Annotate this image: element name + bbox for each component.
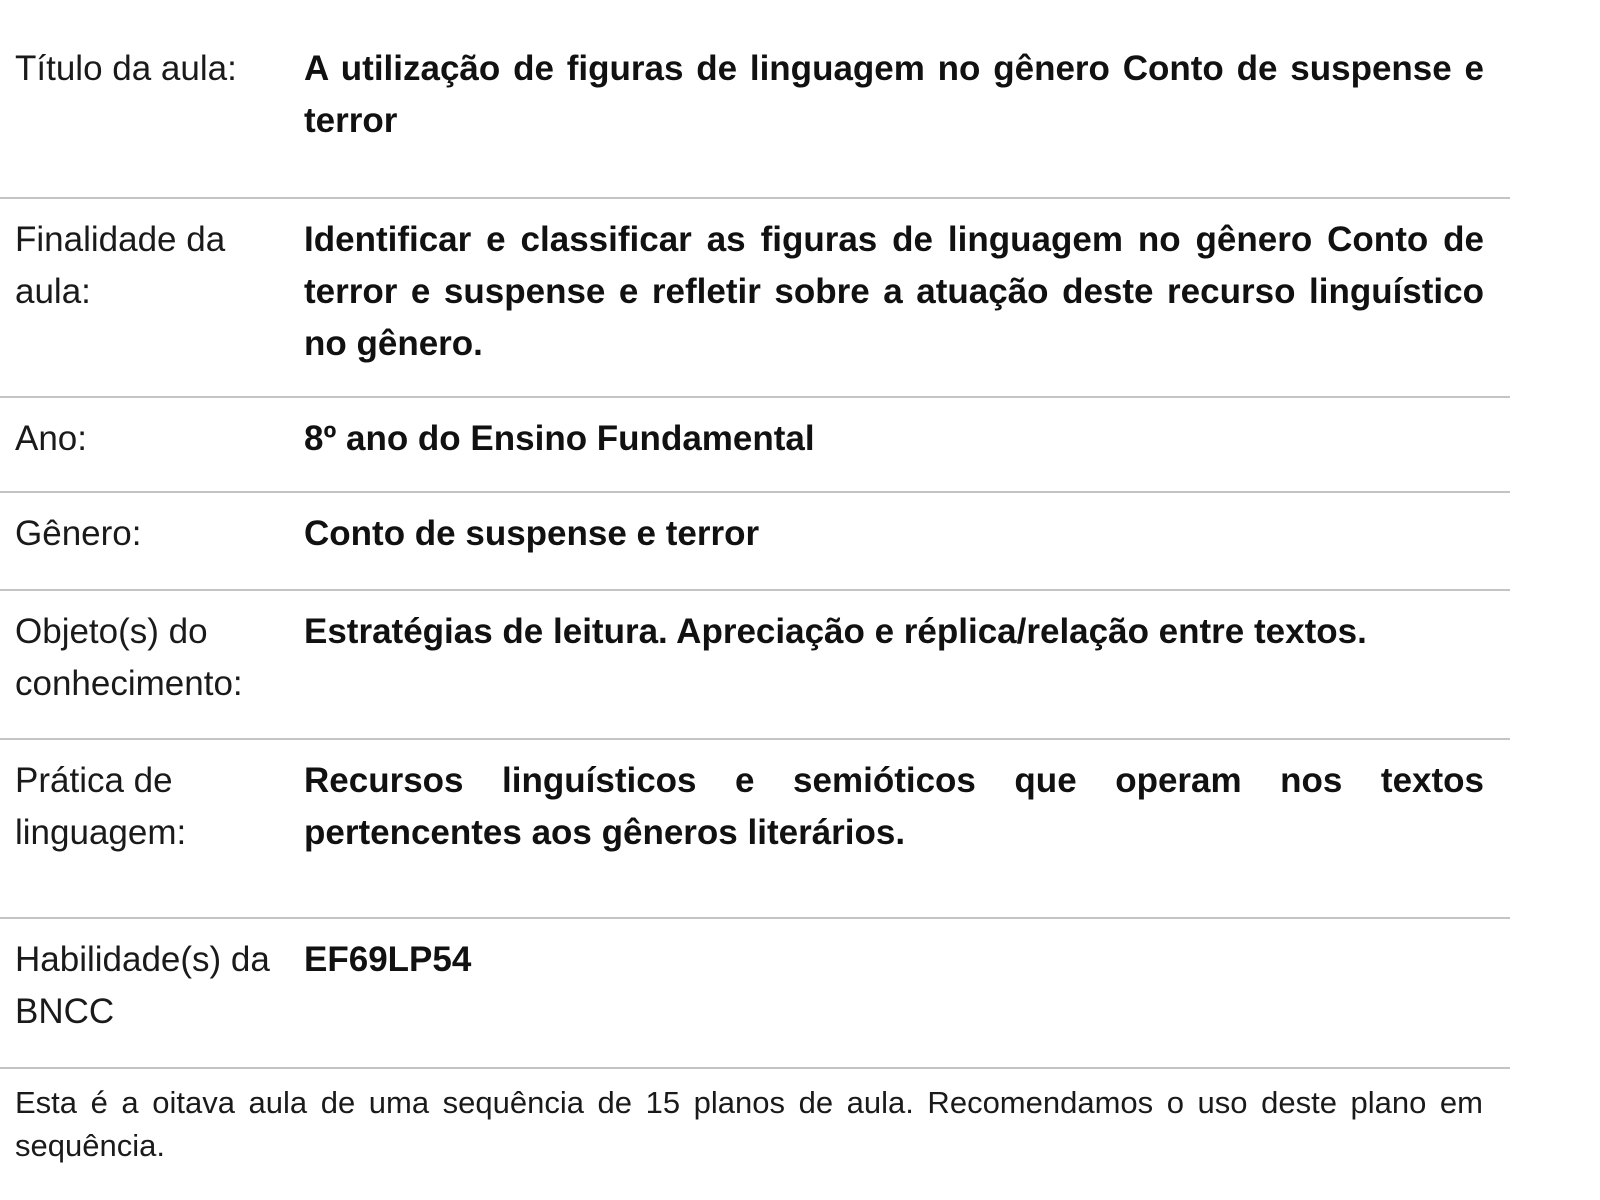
- row-ano: [0, 398, 1510, 493]
- row-genero: [0, 493, 1510, 591]
- row-label-ano: Ano:: [15, 419, 87, 458]
- row-objeto-conhecimento: [0, 591, 1510, 740]
- row-habilidades-bncc: [0, 919, 1510, 1069]
- row-label-pratica-linguagem: Prática de linguagem:: [15, 761, 187, 852]
- row-pratica-linguagem: [0, 740, 1510, 919]
- sequence-note: Esta é a oitava aula de uma sequência de 15 planos de aula. Recomendamos o uso deste plano em sequência.: [15, 1085, 1483, 1163]
- row-label-titulo: Título da aula:: [15, 49, 237, 88]
- row-value-titulo: A utilização de figuras de linguagem no gênero Conto de suspense e terror: [304, 49, 1484, 140]
- row-label-objeto-conhecimento: Objeto(s) do conhecimento:: [15, 612, 243, 703]
- row-label-habilidades-bncc: Habilidade(s) da BNCC: [15, 940, 270, 1031]
- row-value-finalidade: Identificar e classificar as figuras de linguagem no gênero Conto de terror e suspense e refletir sobre a atuação deste recurso linguístico no gênero.: [304, 220, 1484, 363]
- row-value-ano: 8º ano do Ensino Fundamental: [304, 419, 815, 458]
- row-value-genero: Conto de suspense e terror: [304, 514, 760, 553]
- row-finalidade: [0, 199, 1510, 398]
- row-value-habilidades-bncc: EF69LP54: [304, 940, 472, 979]
- row-label-finalidade: Finalidade da aula:: [15, 220, 226, 311]
- row-value-pratica-linguagem: Recursos linguísticos e semióticos que operam nos textos pertencentes aos gêneros literários.: [304, 761, 1484, 852]
- row-titulo: [0, 28, 1510, 199]
- row-label-genero: Gênero:: [15, 514, 142, 553]
- row-value-objeto-conhecimento: Estratégias de leitura. Apreciação e réplica/relação entre textos.: [304, 612, 1367, 651]
